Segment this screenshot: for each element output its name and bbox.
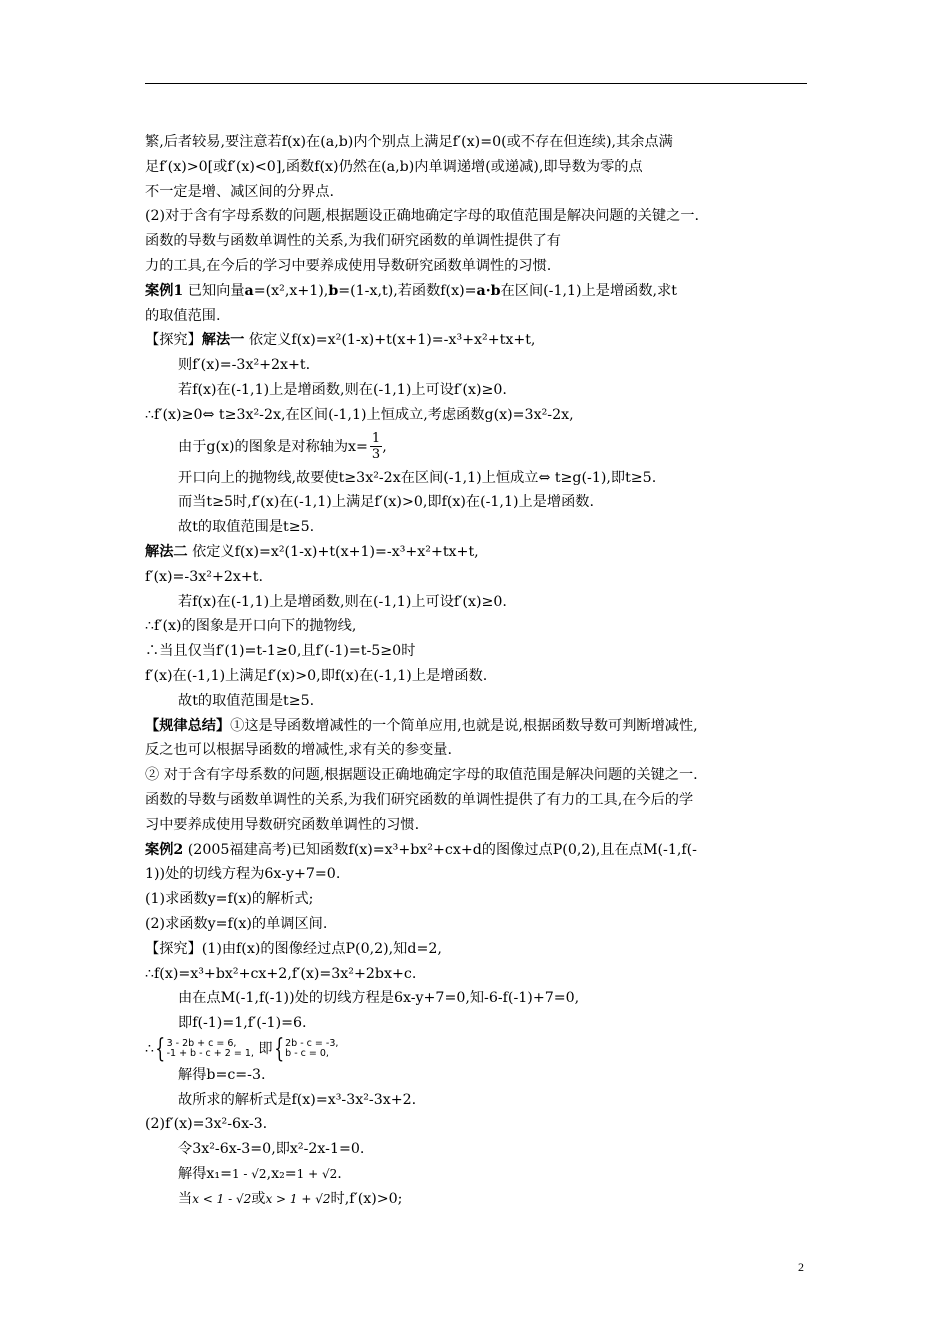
text-line: (2)对于含有字母系数的问题,根据题设正确地确定字母的取值范围是解决问题的关键之一.	[145, 208, 700, 225]
text-line: 故t的取值范围是t≥5.	[178, 519, 315, 536]
text-line: ∴f′(x)的图象是开口向下的抛物线,	[145, 618, 357, 635]
equation-system: 2b - c = -3, b - c = 0,	[285, 1037, 339, 1059]
method1-label: 解法一	[201, 332, 245, 349]
text-line: 力的工具,在今后的学习中要养成使用导数研究函数单调性的习惯.	[145, 257, 552, 274]
text-line: 1))处的切线方程为6x-y+7=0.	[145, 866, 341, 883]
left-brace: {	[273, 1033, 284, 1064]
text-line: (2)f′(x)=3x²-6x-3.	[145, 1116, 268, 1133]
text-line: f′(x)在(-1,1)上满足f′(x)>0,即f(x)在(-1,1)上是增函数.	[145, 667, 488, 684]
text-line: 由在点M(-1,f(-1))处的切线方程是6x-y+7=0,知-6-f(-1)+7=0,	[178, 990, 580, 1007]
text-line: 令3x²-6x-3=0,即x²-2x-1=0.	[178, 1141, 365, 1158]
fraction: $\frac{1}{3}$	[371, 431, 381, 463]
left-brace: {	[155, 1033, 166, 1064]
text-line: 反之也可以根据导函数的增减性,求有关的参变量.	[145, 742, 452, 759]
text-line: 不一定是增、减区间的分界点.	[145, 183, 334, 200]
case2-statement: 案例2 (2005福建高考)已知函数f(x)=x³+bx²+cx+d的图像过点P(0,2),且在点M(-1,f(-	[145, 841, 697, 858]
case1-label: 案例1	[145, 282, 184, 299]
method2-label: 解法二	[145, 543, 188, 560]
text-line: 若f(x)在(-1,1)上是增函数,则在(-1,1)上可设f′(x)≥0.	[178, 381, 507, 398]
text-line: ∴当且仅当f′(1)=t-1≥0,且f′(-1)=t-5≥0时	[145, 643, 416, 660]
case1-statement: 案例1 已知向量a=(x²,x+1),b=(1-x,t),若函数f(x)=a·b在区间(-1,1)上是增函数,求t	[145, 282, 677, 299]
text-line: 故t的取值范围是t≥5.	[178, 692, 315, 709]
text-line: 函数的导数与函数单调性的关系,为我们研究函数的单调性提供了有	[145, 233, 561, 250]
text-line: ② 对于含有字母系数的问题,根据题设正确地确定字母的取值范围是解决问题的关键之一.	[145, 767, 698, 784]
method2-heading: 解法二 依定义f(x)=x²(1-x)+t(x+1)=-x³+x²+tx+t,	[145, 543, 479, 560]
roots-line: 解得x₁=1 - √2,x₂=1 + √2.	[178, 1166, 342, 1183]
text-line: 函数的导数与函数单调性的关系,为我们研究函数的单调性提供了有力的工具,在今后的学	[145, 791, 694, 808]
explore1-heading: 【探究】解法一 依定义f(x)=x²(1-x)+t(x+1)=-x³+x²+tx+t,	[145, 332, 536, 349]
document-body	[145, 130, 810, 1212]
text-line: ∴f′(x)≥0⇔ t≥3x²-2x,在区间(-1,1)上恒成立,考虑函数g(x)=3x²-2x,	[145, 406, 574, 423]
page-number: 2	[798, 1260, 804, 1274]
text-line: 解得b=c=-3.	[178, 1066, 266, 1083]
text-line: f′(x)=-3x²+2x+t.	[145, 568, 263, 585]
text-line: 习中要养成使用导数研究函数单调性的习惯.	[145, 816, 420, 833]
text-line: 的取值范围.	[145, 307, 221, 324]
text-line: 故所求的解析式是f(x)=x³-3x²-3x+2.	[178, 1091, 417, 1108]
summary-label: 【规律总结】	[145, 717, 231, 734]
text-line: 繁,后者较易,要注意若f(x)在(a,b)内个别点上满足f′(x)=0(或不存在但连续),其余点满	[145, 134, 673, 150]
text-line: 若f(x)在(-1,1)上是增函数,则在(-1,1)上可设f′(x)≥0.	[178, 593, 507, 610]
equation-system-line: ∴{3 - 2b + c = 6, -1 + b - c + 2 = 1, 即{2b - c = -3, b - c = 0,	[145, 1033, 339, 1064]
text-line: 足f′(x)>0[或f′(x)<0],函数f(x)仍然在(a,b)内单调递增(或递减),即导数为零的点	[145, 158, 643, 175]
text-line: 开口向上的抛物线,故要使t≥3x²-2x在区间(-1,1)上恒成立⇔ t≥g(-1),即t≥5.	[178, 469, 657, 486]
interval-line: 当x < 1 - √2或x > 1 + √2时,f′(x)>0;	[178, 1190, 403, 1207]
text-line: ∴f(x)=x³+bx²+cx+2,f′(x)=3x²+2bx+c.	[145, 965, 417, 982]
header-rule	[145, 83, 807, 84]
text-line: 则f′(x)=-3x²+2x+t.	[178, 357, 311, 374]
explore2-heading: 【探究】(1)由f(x)的图像经过点P(0,2),知d=2,	[145, 940, 442, 957]
fraction-line: 由于g(x)的图象是对称轴为x= $\frac{1}{3}$ ,	[178, 431, 387, 463]
summary-heading: 【规律总结】①这是导函数增减性的一个简单应用,也就是说,根据函数导数可判断增减性,	[145, 717, 698, 734]
text-line: 而当t≥5时,f′(x)在(-1,1)上满足f′(x)>0,即f(x)在(-1,1)上是增函数.	[178, 494, 594, 511]
text-line: (2)求函数y=f(x)的单调区间.	[145, 915, 328, 932]
equation-system: 3 - 2b + c = 6, -1 + b - c + 2 = 1,	[166, 1037, 254, 1059]
text-line: (1)求函数y=f(x)的解析式;	[145, 891, 314, 908]
text-line: 即f(-1)=1,f′(-1)=6.	[178, 1015, 307, 1032]
case2-label: 案例2	[145, 841, 184, 858]
